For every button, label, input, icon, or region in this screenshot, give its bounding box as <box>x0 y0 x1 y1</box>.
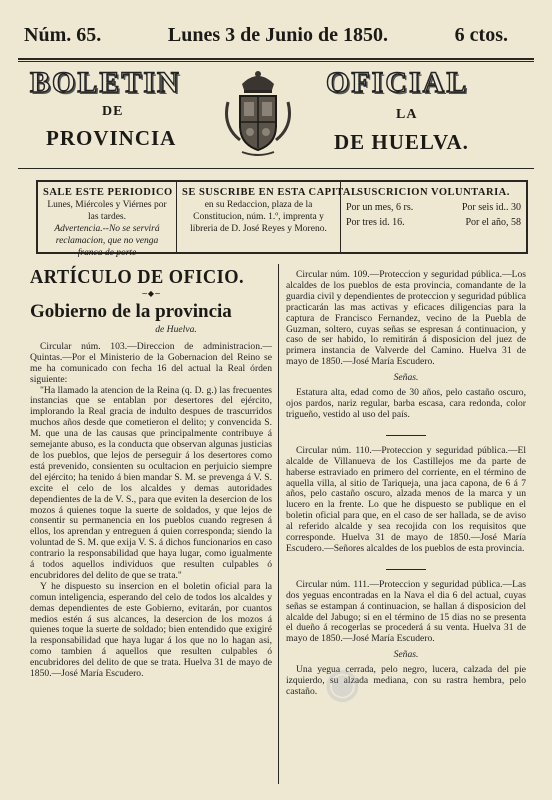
infobox-schedule <box>38 182 176 258</box>
circular-103-real-orden: "Ha llamado la atencion de la Reina (q. D. g.) las frecuentes instancias que se entablan por desertores del ejército, implorando la Real gracia de indulto despues de trascurridos muchos años desde que cometieron el delito; y convencida S. M. que una de las causas que principalmente contribuye á semejante abuso, es la conducta que observan algunas justicias de los pueblos, que lejos de perseguir á los desertores como está prevenido, consienten su ocultacion en perjuicio siempre del ejército; ha tenido á bien mandar S. M. se prevenga á V. S. excite el celo de los alcaldes y demas autoridades dependientes de la de V. S., para que eviten la desercion de los mozos á quienes toque la suerte de soldados, y que lejos de consentir su permanencia en los pueblos cuando regresen á ellos, los aprendan y entreguen á quien corresponda; siendo la voluntad de S. M. que exija V. S. á dichos funcionarios en caso contrario la responsabilidad que haya lugar, como igualmente á todos aquellos individuos que resulten culpables ó encubridores del delito de que se trata." <box>30 384 272 581</box>
circular-103 <box>30 342 272 680</box>
infobox-prices <box>340 182 526 252</box>
masthead <box>24 24 508 54</box>
circular-103-intro: Circular núm. 103.—Direccion de administracion.—Quintas.—Por el Ministerio de la Gobernacion del Reino se me ha comunicado con fecha 16 del actual la Real órden siguiente: <box>30 340 272 385</box>
separator-2 <box>386 569 426 570</box>
issue-number: Núm. 65. <box>24 24 102 46</box>
right-column <box>286 270 526 698</box>
circular-111-text: Circular núm. 111.—Proteccion y seguridad pública.—Las dos yeguas encontradas en la Nava el dia 6 del actual, cuyas señas se estampan á continuacion, se hallan á disposicion del alcalde del Jabugo; si en el término de 15 dias no se presenta el dueño á recogerlas se procederá á su venta. Huelva 31 de mayo de 1850.—José María Escudero. <box>286 578 526 645</box>
price-row-1 <box>346 202 521 214</box>
senas-body-1 <box>286 388 526 421</box>
circular-109 <box>286 270 526 368</box>
senas-body-1-text: Estatura alta, edad como de 30 años, pelo castaño oscuro, ojos pardos, nariz regular, barba escasa, cara redonda, color trigueño, vestido al uso del país. <box>286 387 526 420</box>
infobox-schedule-days: Lunes, Miércoles y Viérnes por las tardes. <box>47 200 167 222</box>
senas-heading-1: Señas. <box>393 372 419 384</box>
column-divider <box>278 264 279 784</box>
title-boletin: BOLETIN <box>30 66 181 99</box>
price-year: Por el año, 58 <box>465 217 521 228</box>
title-de-huelva: DE HUELVA. <box>334 130 469 154</box>
infobox-advertencia: Advertencia.--No se servirá reclamacion, que no venga franca de porte <box>54 224 160 258</box>
masthead-rule-thin <box>18 61 534 62</box>
infobox-schedule-title: SALE ESTE PERIODICO <box>43 187 173 198</box>
title-oficial: OFICIAL <box>326 66 469 99</box>
circular-111 <box>286 580 526 645</box>
gobierno-heading: Gobierno de la provincia <box>30 301 232 322</box>
price-three-months: Por tres id. 16. <box>346 217 405 228</box>
circular-109-text: Circular núm. 109.—Proteccion y seguridad pública.—Los alcaldes de los pueblos de esta provincia, comandante de la guardia civil y dependientes de proteccion y seguridad pública practicarán las mas activas y eficaces diligencias para la captura de Francisco Fernandez, vecino de la Puebla de Guzman, soltero, cuyas señas se espresan á continuacion, y caso de ser habido, lo remitirán á disposicion del juez de primera instancia de Valverde del Camino. Huelva 31 de mayo de 1850.—José María Escudero. <box>286 269 526 368</box>
infobox-prices-title: SUSCRICION VOLUNTARIA. <box>357 187 510 198</box>
masthead-rule <box>18 58 534 60</box>
price-row-2 <box>346 217 521 229</box>
ornament-divider: ~◆~ <box>141 289 161 298</box>
price-six-months: Por seis id.. 30 <box>461 202 521 213</box>
infobox-subscribe-body: en su Redaccion, plaza de la Constitucion, núm. 1.º, imprenta y libreria de D. José Reyes y Moreno. <box>190 200 327 234</box>
infobox-subscribe <box>176 182 359 252</box>
title-rule <box>18 168 534 169</box>
issue-price: 6 ctos. <box>454 24 508 46</box>
title-de: DE <box>102 104 124 119</box>
title-provincia: PROVINCIA <box>46 126 177 150</box>
articulo-de-oficio-heading: ARTÍCULO DE OFICIO. <box>30 266 245 288</box>
title-la: LA <box>396 107 418 122</box>
left-column <box>30 266 272 680</box>
senas-body-2-text: Una yegua cerrada, pelo negro, lucera, calzada del pie izquierdo, su alzada mediana, con su rastra hembra, pelo castaño. <box>286 664 526 697</box>
circular-110-text: Circular núm. 110.—Proteccion y seguridad pública.—El alcalde de Villanueva de los Castillejos me da parte de haberse estraviado en primero del corriente, en el término de aquella villa, al sitio de Tariqueja, una jaca capona, de 6 á 7 años, pelo castaño oscuro, alzada menos de la marca y un lucero en la frente. Lo que he dispuesto se publique en el boletin oficial para que, en el caso de ser hallada, se de aviso al referido alcalde y sea recojida con los requisitos que corresponde. Huelva 31 de mayo de 1850.—José María Escudero.—Señores alcaldes de los pueblos de esta provincia. <box>286 444 526 554</box>
price-month: Por un mes, 6 rs. <box>346 202 414 213</box>
senas-heading-2: Señas. <box>393 649 419 661</box>
issue-date: Lunes 3 de Junio de 1850. <box>167 24 388 46</box>
gobierno-subheading: de Huelva. <box>155 324 197 335</box>
library-watermark: ◉ <box>320 658 363 709</box>
circular-110 <box>286 446 526 555</box>
subscription-infobox <box>36 180 528 258</box>
circular-103-disposicion: Y he dispuesto su insercion en el boletin oficial para la comun inteligencia, esperando del celo de todos los alcaldes y demas dependientes de este Gobierno, evitarán, por cuantos medios estén á sus alcances, la desercion de los mozos á quienes toque la suerte de soldado; bien entendido que exigiré la responsabilidad que haya lugar á los que no lo hagan asi, como tambien á aquellos que resulten culpables ó encubridores del delito de que se trata. Huelva 31 de mayo de 1850.—José María Escudero. <box>30 580 272 680</box>
infobox-subscribe-title: SE SUSCRIBE EN ESTA CAPITAL <box>182 187 359 198</box>
separator-1 <box>386 435 426 436</box>
coat-of-arms-icon <box>222 66 294 158</box>
